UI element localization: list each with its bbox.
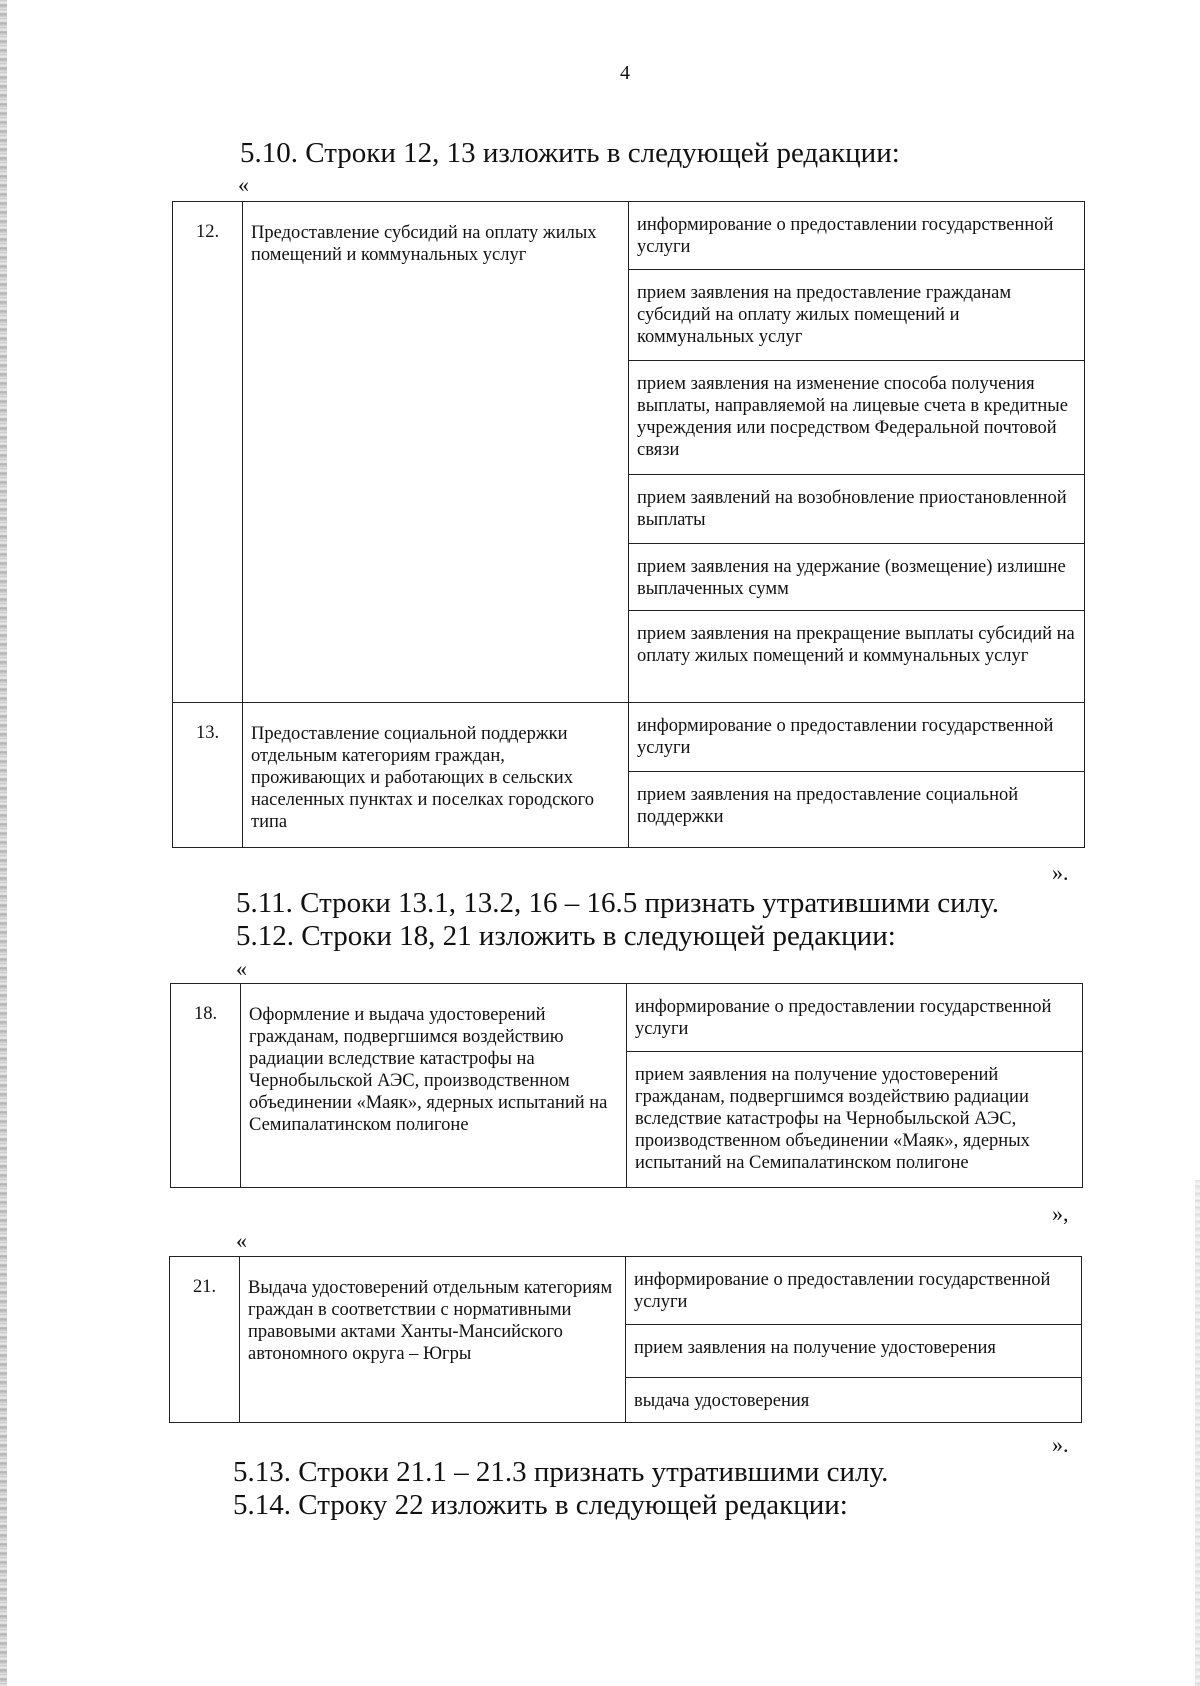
section-heading-5-10: 5.10. Строки 12, 13 изложить в следующей редакции: [240,137,900,169]
open-quote: « [236,1228,247,1253]
row-number: 13. [195,723,220,743]
open-quote: « [238,172,249,197]
procedure-cell: прием заявлений на возобновление приостановленной выплаты [637,488,1067,530]
close-quote: ». [1052,860,1069,885]
close-quote: ». [1052,1432,1069,1457]
procedure-cell: прием заявления на предоставление гражданам субсидий на оплату жилых помещений и коммунальных услуг [637,283,1012,347]
table-row [171,984,1083,1052]
section-heading-5-13: 5.13. Строки 21.1 – 21.3 признать утратившими силу. [233,1456,889,1488]
section-heading-5-11: 5.11. Строки 13.1, 13.2, 16 – 16.5 признать утратившими силу. [236,887,1000,919]
table-row [170,1257,1082,1325]
service-name: Предоставление социальной поддержки отдельным категориям граждан, проживающих и работающих в сельских населенных пунктах и поселках городского типа [251,724,594,832]
row-number: 21. [192,1277,217,1297]
table-row-21 [169,1256,1082,1423]
procedure-cell: информирование о предоставлении государственной услуги [635,997,1052,1039]
procedure-cell: прием заявления на прекращение выплаты субсидий на оплату жилых помещений и коммунальных услуг [637,624,1075,666]
procedure-cell: прием заявления на получение удостоверения [634,1338,996,1358]
table-rows-12-13 [172,201,1085,848]
procedure-cell: информирование о предоставлении государственной услуги [637,716,1054,758]
table-row [173,703,1085,772]
service-name: Предоставление субсидий на оплату жилых помещений и коммунальных услуг [251,223,597,265]
scan-edge-left [0,0,7,1686]
procedure-cell: прием заявления на предоставление социальной поддержки [637,785,1019,827]
page-number: 4 [620,62,630,84]
procedure-cell: выдача удостоверения [634,1391,810,1411]
procedure-cell: прием заявления на получение удостоверений гражданам, подвергшимся воздействию радиации вследствие катастрофы на Чернобыльской АЭС, производственном объединении «Маяк», ядерных испытаний на Семипалатинском полигоне [635,1065,1030,1173]
procedure-cell: прием заявления на удержание (возмещение) излишне выплаченных сумм [637,557,1066,599]
open-quote: « [236,956,247,981]
scan-edge-right [1195,1180,1200,1686]
section-heading-5-12: 5.12. Строки 18, 21 изложить в следующей редакции: [236,920,896,952]
close-quote: », [1052,1201,1069,1226]
procedure-cell: информирование о предоставлении государственной услуги [634,1270,1051,1312]
service-name: Выдача удостоверений отдельным категориям граждан в соответствии с нормативными правовыми актами Ханты-Мансийского автономного округа – Югры [248,1278,613,1364]
procedure-cell: информирование о предоставлении государственной услуги [637,215,1054,257]
row-number: 12. [195,222,220,242]
table-row-18 [170,983,1083,1188]
row-number: 18. [193,1004,218,1024]
procedure-cell: прием заявления на изменение способа получения выплаты, направляемой на лицевые счета в кредитные учреждения или посредством Федеральной почтовой связи [637,374,1068,460]
table-row [173,202,1085,270]
service-name: Оформление и выдача удостоверений гражданам, подвергшимся воздействию радиации вследствие катастрофы на Чернобыльской АЭС, производственном объединении «Маяк», ядерных испытаний на Семипалатинском полигоне [249,1005,608,1135]
section-heading-5-14: 5.14. Строку 22 изложить в следующей редакции: [233,1489,848,1521]
